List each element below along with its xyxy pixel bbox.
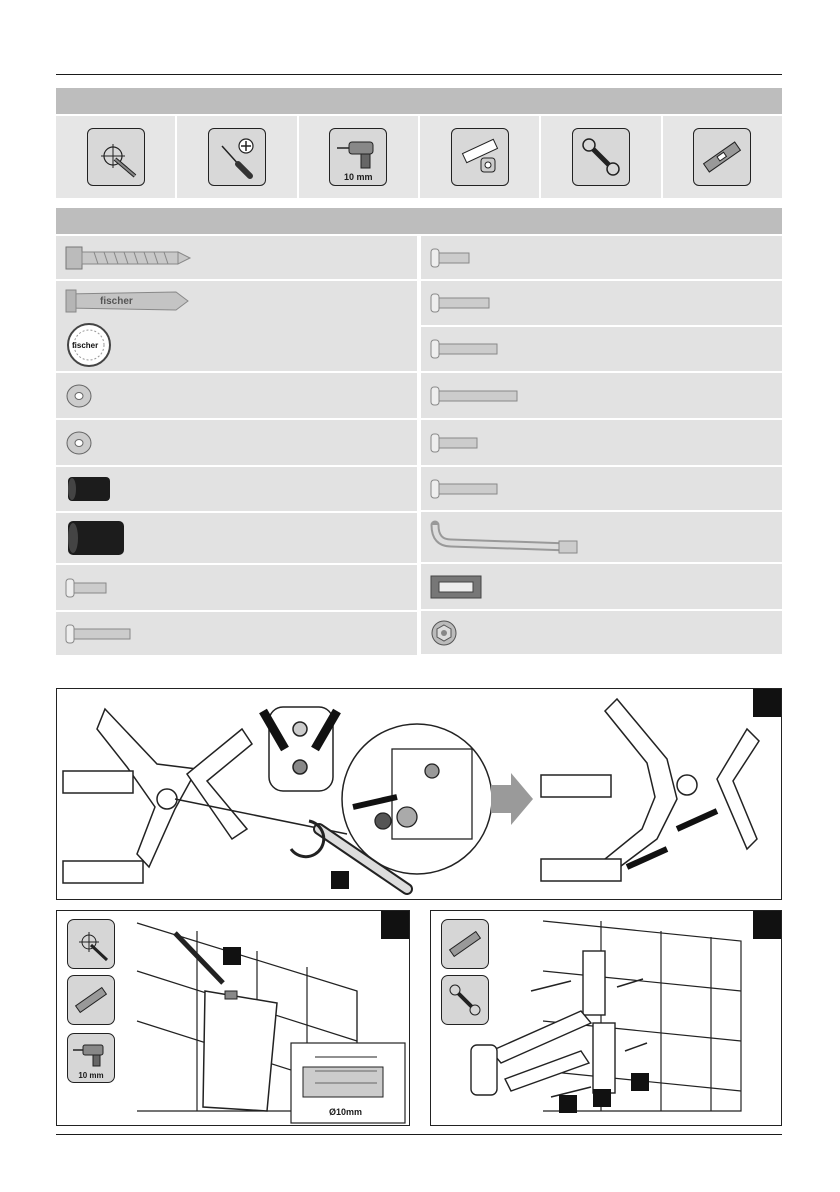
step-1-panel bbox=[56, 688, 782, 900]
part-row bbox=[421, 236, 782, 279]
screwdriver-icon bbox=[208, 128, 266, 186]
part-callout bbox=[631, 1073, 649, 1091]
part-row bbox=[421, 327, 782, 371]
bolt-icon bbox=[429, 291, 499, 315]
part-row bbox=[421, 611, 782, 654]
spacer-icon bbox=[64, 518, 128, 558]
drill-icon bbox=[329, 128, 387, 186]
footer-rule bbox=[56, 1134, 782, 1135]
tool-cell bbox=[177, 116, 296, 198]
bolt-icon bbox=[429, 246, 479, 270]
bolt-icon bbox=[429, 431, 485, 455]
bolt-icon bbox=[429, 477, 505, 501]
part-row bbox=[421, 373, 782, 418]
step-2-illustration bbox=[57, 911, 410, 1126]
tools-header-bar bbox=[56, 88, 782, 114]
part-callout bbox=[559, 1095, 577, 1113]
part-callout bbox=[593, 1089, 611, 1107]
part-row bbox=[421, 281, 782, 325]
tape-measure-icon bbox=[451, 128, 509, 186]
tool-cell bbox=[663, 116, 782, 198]
parts-column-right bbox=[421, 236, 782, 655]
part-row bbox=[56, 565, 417, 610]
spacer-icon bbox=[64, 474, 114, 504]
parts-column-left bbox=[56, 236, 417, 655]
parts-grid bbox=[56, 236, 782, 655]
bubble-level-icon bbox=[429, 572, 485, 602]
bolt-icon bbox=[64, 576, 114, 600]
part-row bbox=[421, 467, 782, 510]
part-row bbox=[56, 236, 417, 279]
hole-diameter-label: Ø10mm bbox=[329, 1107, 363, 1117]
part-row bbox=[56, 420, 417, 465]
tool-cell bbox=[420, 116, 539, 198]
parts-header-bar bbox=[56, 208, 782, 234]
pencil-mark-icon bbox=[87, 128, 145, 186]
part-row bbox=[421, 512, 782, 562]
hex-key-icon bbox=[429, 517, 589, 557]
bolt-icon bbox=[64, 622, 134, 646]
step-3-panel bbox=[430, 910, 782, 1126]
spirit-level-icon bbox=[693, 128, 751, 186]
part-row bbox=[56, 513, 417, 563]
nut-icon bbox=[429, 618, 459, 648]
part-row bbox=[56, 612, 417, 655]
wrench-icon bbox=[572, 128, 630, 186]
part-row bbox=[421, 564, 782, 609]
fischer-plug-icon bbox=[64, 284, 194, 318]
lag-screw-icon bbox=[64, 243, 194, 273]
bolt-icon bbox=[429, 384, 525, 408]
step-2-panel bbox=[56, 910, 410, 1126]
seal-text: fischer bbox=[72, 341, 99, 350]
part-row bbox=[56, 373, 417, 418]
part-row bbox=[56, 281, 417, 371]
fischer-seal-icon bbox=[64, 322, 114, 368]
header-rule bbox=[56, 74, 782, 75]
step-1-illustration bbox=[57, 689, 782, 900]
plug-brand-text: fischer bbox=[100, 296, 133, 307]
washer-icon bbox=[64, 383, 94, 409]
drill-size-label: 10 mm bbox=[344, 172, 373, 182]
part-row bbox=[421, 420, 782, 465]
tool-cell bbox=[56, 116, 175, 198]
part-callout bbox=[331, 871, 349, 889]
drill-size-label: 10 mm bbox=[78, 1071, 104, 1080]
step-number-badge bbox=[753, 689, 781, 717]
tool-cell bbox=[299, 116, 418, 198]
part-callout bbox=[223, 947, 241, 965]
bolt-icon bbox=[429, 337, 505, 361]
part-row bbox=[56, 467, 417, 511]
washer-icon bbox=[64, 430, 94, 456]
tool-cell bbox=[541, 116, 660, 198]
tools-row bbox=[56, 116, 782, 198]
